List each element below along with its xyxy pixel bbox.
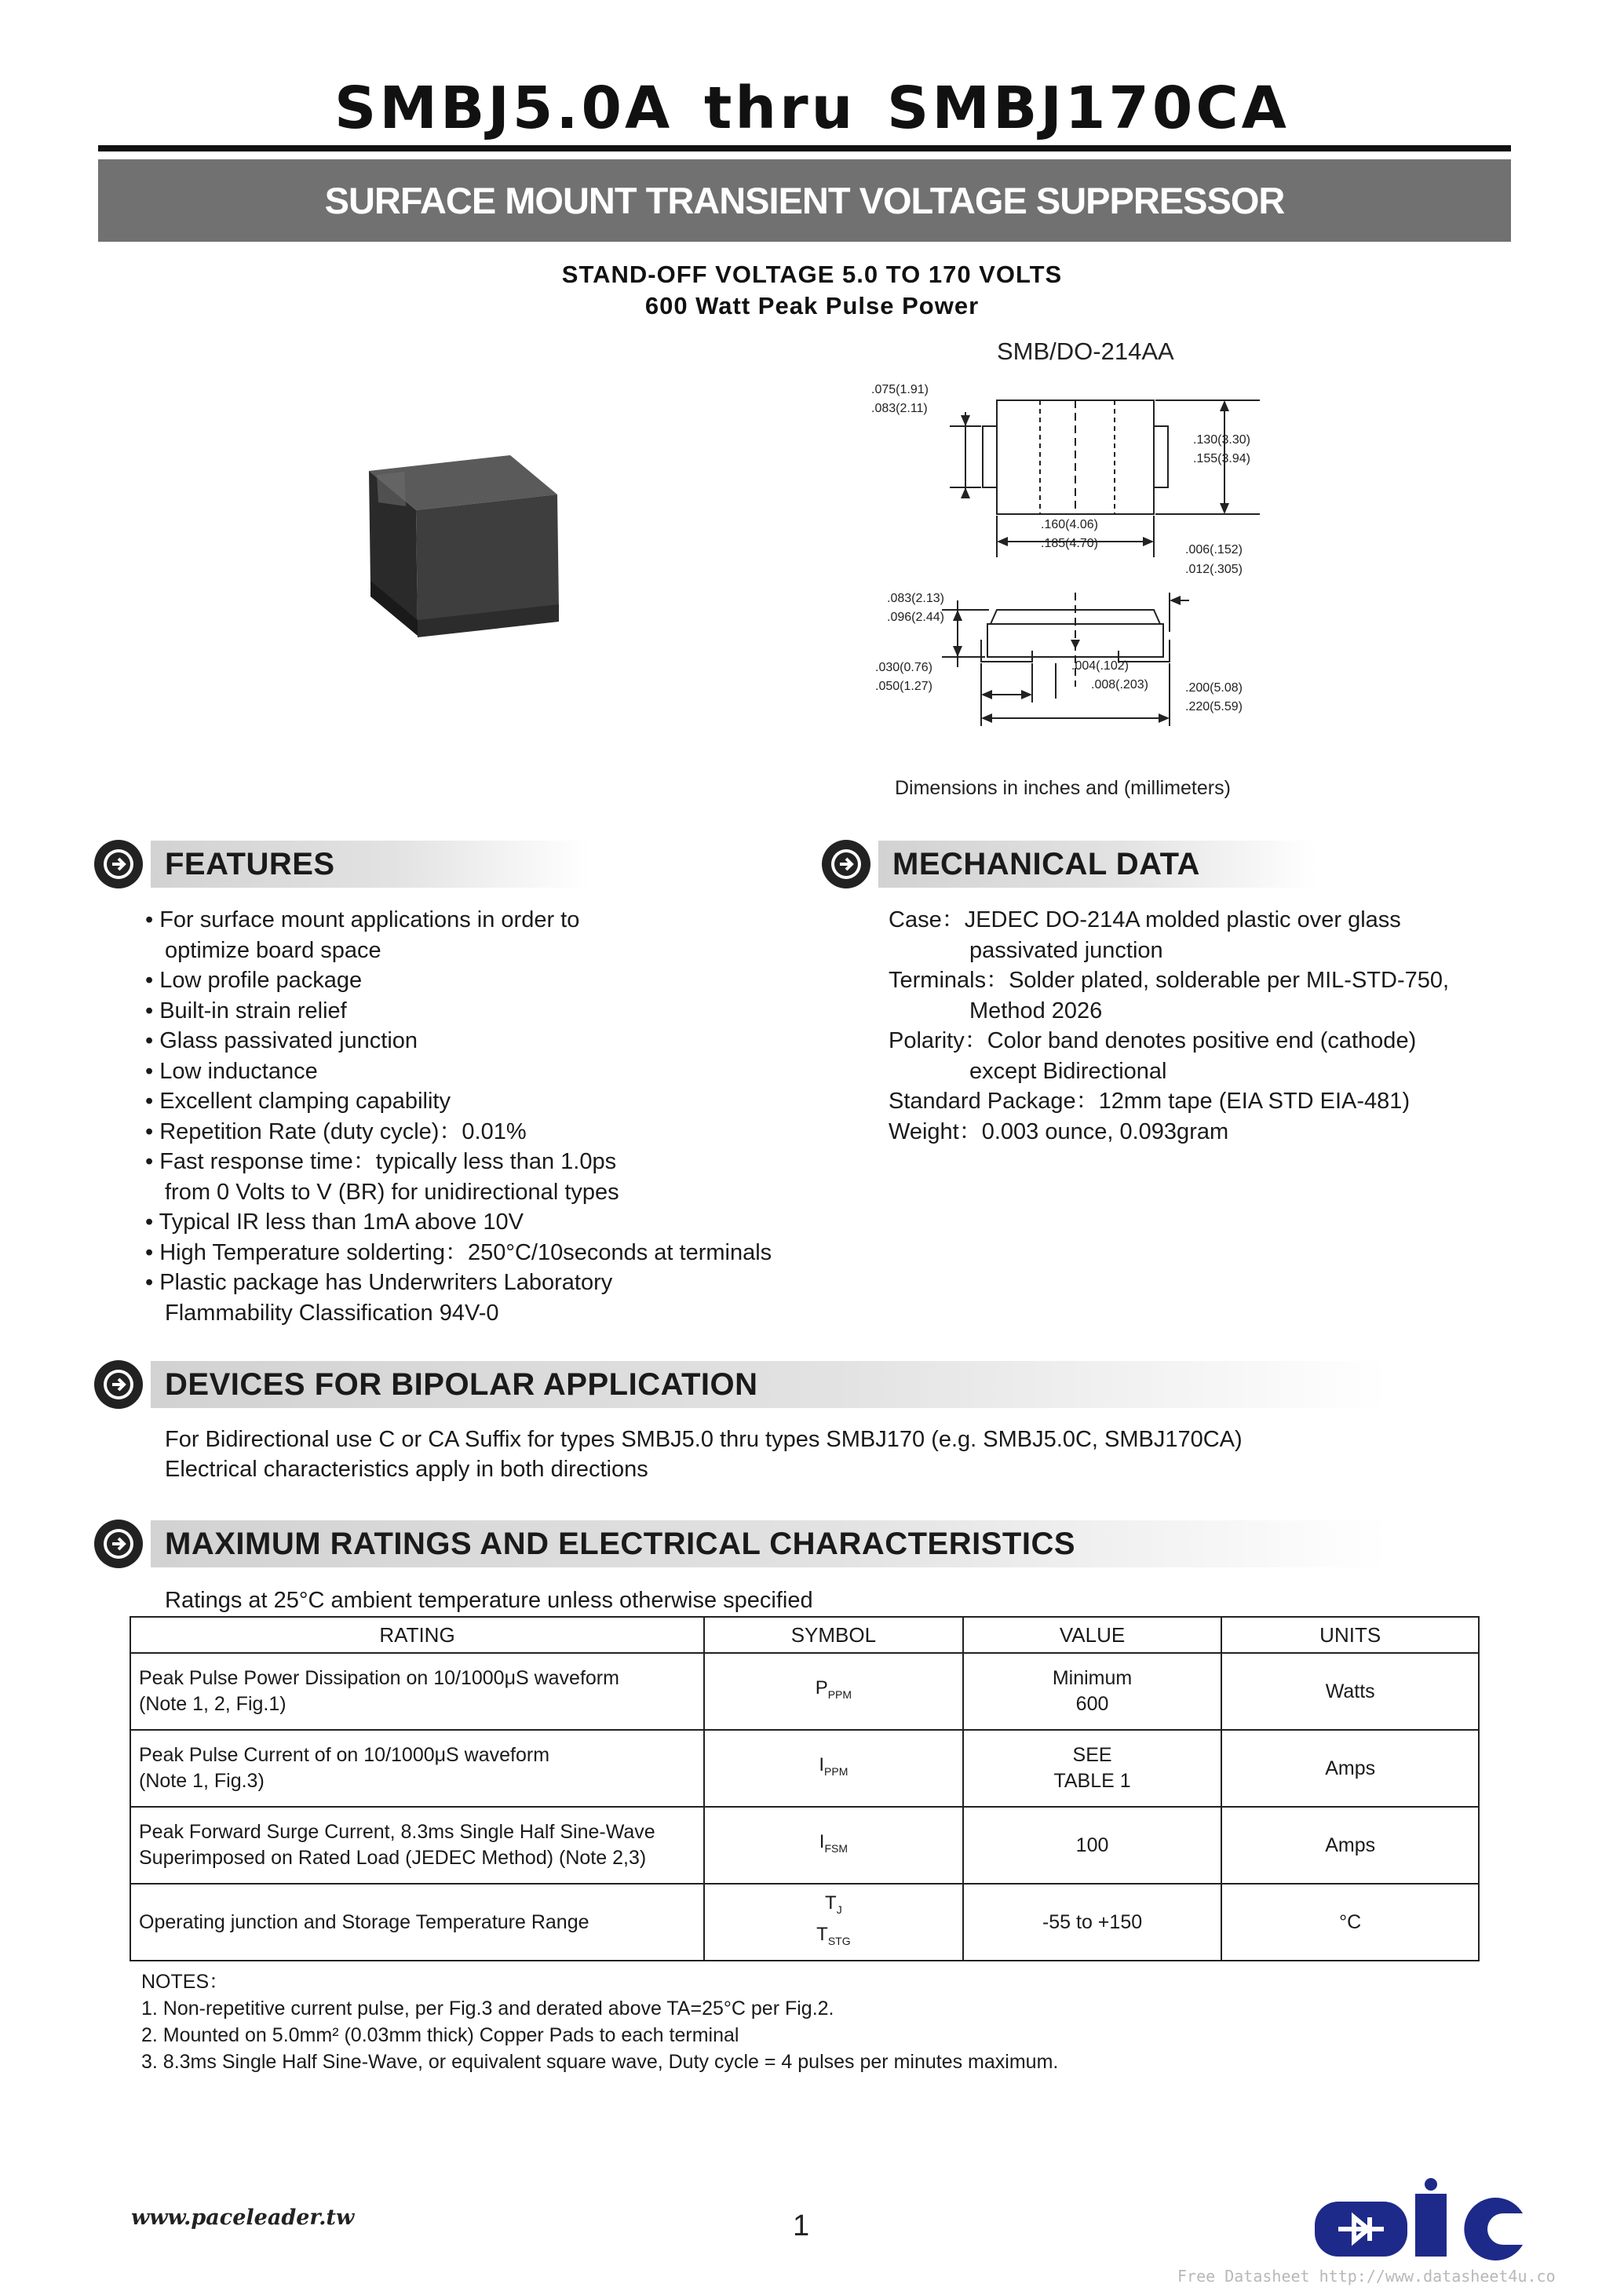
list-item: • Typical IR less than 1mA above 10V (145, 1210, 524, 1235)
dim-d7a: .004(.102) (1071, 659, 1129, 673)
list-item: optimize board space (165, 937, 381, 963)
subtitle-text: SURFACE MOUNT TRANSIENT VOLTAGE SUPPRESSOR (324, 180, 1285, 221)
value-cell: -55 to +150 (963, 1884, 1222, 1961)
dim-d1b: .083(2.11) (871, 402, 928, 415)
column-header: UNITS (1221, 1617, 1479, 1653)
bipolar-heading (94, 1357, 1389, 1412)
list-item: • Glass passivated junction (145, 1028, 418, 1053)
features-title: FEATURES (151, 841, 589, 888)
list-item: except Bidirectional (969, 1058, 1167, 1084)
rating-cell: Peak Forward Surge Current, 8.3ms Single Half Sine-Wave Superimposed on Rated Load (JEDEC Method) (Note 2,3) (130, 1807, 704, 1884)
footer-url[interactable]: www.paceleader.tw (131, 2206, 355, 2230)
list-item: Terminals：Solder plated, solderable per MIL-STD-750, (889, 968, 1450, 993)
dim-d4a: .006(.152) (1185, 543, 1243, 556)
package-name: SMB/DO-214AA (997, 338, 1174, 365)
peak-pulse-power: 600 Watt Peak Pulse Power (644, 292, 980, 319)
column-header: RATING (130, 1617, 704, 1653)
list-item: • For surface mount applications in order to (145, 907, 580, 932)
dim-d8a: .200(5.08) (1185, 681, 1243, 695)
units-cell: Amps (1221, 1807, 1479, 1884)
page-title: SMBJ5.0A thru SMBJ170CA (334, 75, 1290, 142)
list-item: Flammability Classification 94V-0 (165, 1300, 499, 1326)
package-photo (330, 440, 581, 651)
list-item: • Excellent clamping capability (145, 1089, 451, 1114)
standoff-voltage: STAND-OFF VOLTAGE 5.0 TO 170 VOLTS (561, 261, 1063, 288)
bipolar-text (165, 1425, 1243, 1484)
arrow-circle-icon (94, 1360, 143, 1409)
title-rule (98, 145, 1511, 151)
dim-d6b: .050(1.27) (875, 680, 932, 693)
value-cell: SEE TABLE 1 (963, 1730, 1222, 1807)
mechanical-title: MECHANICAL DATA (878, 841, 1316, 888)
arrow-circle-icon (822, 840, 870, 888)
standoff-block (0, 259, 1624, 322)
table-row (130, 1884, 1479, 1961)
table-header-row (130, 1617, 1479, 1653)
mechanical-heading (822, 837, 1316, 892)
list-item: • Built-in strain relief (145, 998, 347, 1023)
dimension-drawing (863, 334, 1303, 805)
dim-d2a: .130(3.30) (1193, 433, 1250, 447)
list-item: • Fast response time：typically less than 1.0ps (145, 1149, 617, 1174)
dimensions-note: Dimensions in inches and (millimeters) (895, 777, 1231, 799)
table-row (130, 1653, 1479, 1730)
symbol-cell: $I_{FSM}$ (704, 1807, 963, 1884)
dim-d2b: .155(3.94) (1193, 452, 1250, 465)
dim-d3a: .160(4.06) (1041, 518, 1098, 531)
ratings-heading (94, 1516, 1389, 1571)
dim-d5b: .096(2.44) (887, 611, 944, 624)
list-item: Case：JEDEC DO-214A molded plastic over glass (889, 907, 1401, 932)
list-item: from 0 Volts to V (BR) for unidirectional types (165, 1179, 619, 1205)
list-item: • Repetition Rate (duty cycle)：0.01% (145, 1118, 527, 1144)
note-line: 2. Mounted on 5.0mm² (0.03mm thick) Copper Pads to each terminal (141, 2024, 739, 2046)
mechanical-list (889, 905, 1449, 1147)
symbol-cell: $I_{PPM}$ (704, 1730, 963, 1807)
subtitle-bar (98, 159, 1511, 242)
dim-d4b: .012(.305) (1185, 563, 1243, 576)
table-row (130, 1807, 1479, 1884)
rating-cell: Peak Pulse Power Dissipation on 10/1000μS waveform (Note 1, 2, Fig.1) (130, 1653, 704, 1730)
note-line: 1. Non-repetitive current pulse, per Fig.3 and derated above TA=25°C per Fig.2. (141, 1998, 834, 2020)
list-item: Standard Package：12mm tape (EIA STD EIA-481) (889, 1089, 1411, 1114)
list-item: • Low profile package (145, 968, 363, 993)
dim-d1a: .075(1.91) (871, 383, 929, 396)
units-cell: °C (1221, 1884, 1479, 1961)
bipolar-title: DEVICES FOR BIPOLAR APPLICATION (151, 1361, 1389, 1408)
ratings-title: MAXIMUM RATINGS AND ELECTRICAL CHARACTERISTICS (151, 1520, 1389, 1567)
page-number: 1 (793, 2209, 810, 2242)
rating-cell: Peak Pulse Current of on 10/1000μS waveform (Note 1, Fig.3) (130, 1730, 704, 1807)
note-line: 3. 8.3ms Single Half Sine-Wave, or equivalent square wave, Duty cycle = 4 pulses per minutes maximum. (141, 2051, 1059, 2073)
list-item: Method 2026 (969, 998, 1103, 1023)
dim-d3b: .185(4.70) (1041, 537, 1098, 550)
units-cell: Watts (1221, 1653, 1479, 1730)
symbol-cell: $P_{PPM}$ (704, 1653, 963, 1730)
symbol-cell: $T_J$ $T_{STG}$ (704, 1884, 963, 1961)
list-item: Polarity：Color band denotes positive end (cathode) (889, 1028, 1417, 1053)
notes (141, 1968, 1058, 2075)
table-row (130, 1730, 1479, 1807)
ratings-table (130, 1616, 1480, 1961)
features-list (145, 905, 772, 1328)
column-header: SYMBOL (704, 1617, 963, 1653)
list-item: • Plastic package has Underwriters Laboratory (145, 1270, 613, 1295)
ratings-subtitle: Ratings at 25°C ambient temperature unless otherwise specified (165, 1588, 813, 1613)
dim-d5a: .083(2.13) (887, 592, 944, 605)
bipolar-line: For Bidirectional use C or CA Suffix for types SMBJ5.0 thru types SMBJ170 (e.g. SMBJ5.0C, SMBJ170CA) (165, 1427, 1243, 1452)
list-item: • High Temperature solderting：250°C/10seconds at terminals (145, 1239, 772, 1265)
dim-d8b: .220(5.59) (1185, 700, 1243, 713)
value-cell: 100 (963, 1807, 1222, 1884)
arrow-circle-icon (94, 1520, 143, 1568)
notes-title: NOTES： (141, 1971, 229, 1993)
list-item: • Low inductance (145, 1058, 318, 1084)
list-item: passivated junction (969, 937, 1163, 963)
dim-d6a: .030(0.76) (875, 661, 932, 674)
features-heading (94, 837, 589, 892)
value-cell: Minimum 600 (963, 1653, 1222, 1730)
column-header: VALUE (963, 1617, 1222, 1653)
dim-d7b: .008(.203) (1091, 678, 1148, 691)
list-item: Weight：0.003 ounce, 0.093gram (889, 1118, 1229, 1144)
pic-logo-icon (1315, 2178, 1527, 2264)
units-cell: Amps (1221, 1730, 1479, 1807)
rating-cell: Operating junction and Storage Temperature Range (130, 1884, 704, 1961)
watermark-text: Free Datasheet http://www.datasheet4u.co (1177, 2267, 1556, 2286)
bipolar-line: Electrical characteristics apply in both directions (165, 1457, 648, 1482)
arrow-circle-icon (94, 840, 143, 888)
